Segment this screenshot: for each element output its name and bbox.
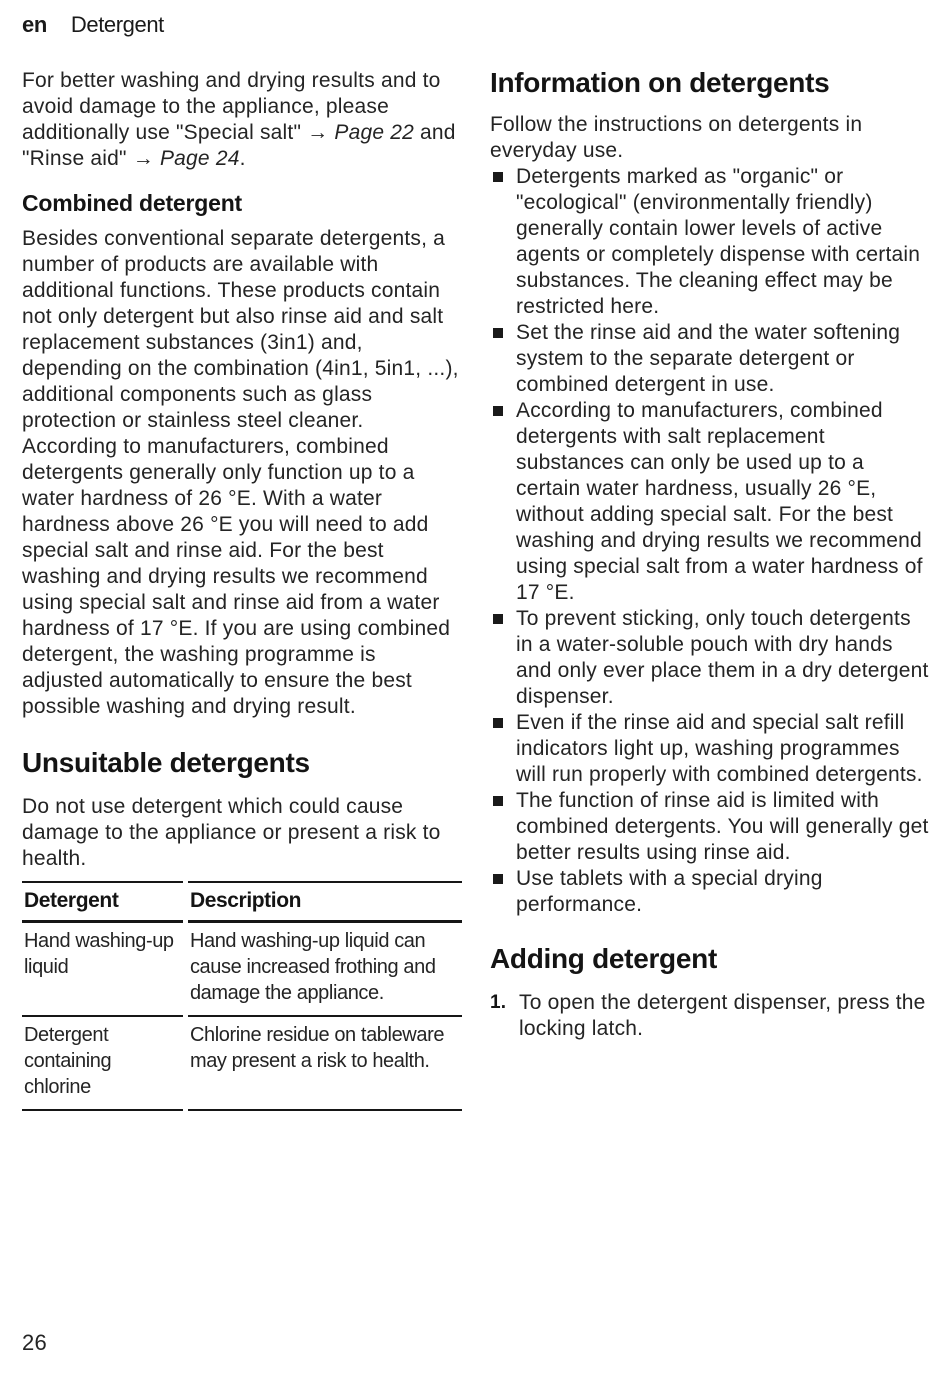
bullet-square-icon (493, 172, 503, 182)
bullet-square-icon (493, 328, 503, 338)
list-item (490, 710, 930, 788)
chapter-title: Detergent (70, 12, 164, 37)
step-text: To open the detergent dispenser, press the locking latch. (519, 991, 926, 1040)
table-row (22, 1015, 462, 1111)
bullet-square-icon (493, 874, 503, 884)
list-item-text: The function of rinse aid is limited with combined detergents. You will generally get better results using rinse aid. (516, 789, 929, 864)
list-item-text: Even if the rinse aid and special salt refill indicators light up, washing programmes will run properly with combined detergents. (516, 711, 923, 786)
list-item-text: Set the rinse aid and the water softening system to the separate detergent or combined detergent in use. (516, 321, 901, 396)
cell-detergent: Hand washing-up liquid (24, 930, 174, 978)
language-code: en (22, 12, 47, 37)
list-item (490, 164, 930, 320)
adding-detergent-heading: Adding detergent (490, 943, 717, 974)
page-reference: → Page 24 (132, 147, 240, 170)
adding-detergent-steps (490, 990, 930, 1042)
running-header (0, 0, 950, 38)
bullet-square-icon (493, 796, 503, 806)
information-on-detergents-heading: Information on detergents (490, 67, 830, 98)
list-item (490, 320, 930, 398)
bullet-square-icon (493, 614, 503, 624)
unsuitable-detergents-table (17, 881, 467, 1111)
step-item (490, 990, 930, 1042)
list-item-text: To prevent sticking, only touch detergents in a water-soluble pouch with dry hands and only ever place them in a dry detergent dispenser. (516, 607, 929, 708)
bullet-square-icon (493, 406, 503, 416)
two-column-layout (0, 54, 950, 1111)
table-header-row (22, 881, 462, 923)
list-item-text: Use tablets with a special drying performance. (516, 867, 823, 916)
body-paragraph: According to manufacturers, combined detergents generally only function up to a water hardness of 26 °E. With a water hardness above 26 °E you will need to add special salt and rinse aid. For the best washing and drying results we recommend using special salt and rinse aid from a water hardness of 17 °E. If you are using combined detergent, the washing programme is adjusted automatically to ensure the best possible washing and drying result. (22, 435, 451, 718)
page-number: 26 (22, 1330, 48, 1355)
list-item-text: According to manufacturers, combined detergents with salt replacement substances can only be used up to a certain water hardness, usually 26 °E, without adding special salt. For the best washing and drying results we recommend using special salt from a water hardness of 17 °E. (516, 399, 923, 604)
intro-text-2: and "Rinse aid" (22, 121, 456, 170)
list-item-text: Detergents marked as "organic" or "ecological" (environmentally friendly) generally contain lower levels of active agents or completely dispense with certain substances. The cleaning effect may be restricted here. (516, 165, 921, 318)
step-number: 1. (490, 992, 507, 1013)
list-item (490, 398, 930, 606)
table-row (22, 923, 462, 1015)
body-paragraph: Besides conventional separate detergents, a number of products are available with additional functions. These products contain not only detergent but also rinse aid and salt replacement substances (3in1) and, depending on the combination (4in1, 5in1, ...), additional components such as glass protection or stainless steel cleaner. (22, 227, 459, 432)
bullet-square-icon (493, 718, 503, 728)
detergent-info-list (490, 164, 930, 918)
cell-detergent: Detergent containing chlorine (22, 1015, 183, 1111)
intro-text-1: For better washing and drying results and to avoid damage to the appliance, please additionally use "Special salt" (22, 69, 441, 144)
combined-detergent-heading: Combined detergent (22, 190, 243, 216)
list-item (490, 606, 930, 710)
cell-description: Hand washing-up liquid can cause increased frothing and damage the appliance. (189, 930, 436, 1004)
list-item (490, 866, 930, 918)
column-header-description: Description (188, 881, 462, 923)
right-column (490, 54, 930, 1111)
body-paragraph: Do not use detergent which could cause damage to the appliance or present a risk to health. (22, 795, 441, 870)
intro-paragraph (22, 68, 462, 172)
unsuitable-detergents-heading: Unsuitable detergents (22, 747, 310, 778)
page-reference: → Page 22 (307, 121, 415, 144)
intro-text-3: . (239, 147, 246, 170)
body-paragraph: Follow the instructions on detergents in everyday use. (490, 113, 863, 162)
left-column (22, 54, 462, 1111)
list-item (490, 788, 930, 866)
column-header-detergent: Detergent (22, 881, 183, 923)
cell-description: Chlorine residue on tableware may present a risk to health. (188, 1015, 462, 1111)
